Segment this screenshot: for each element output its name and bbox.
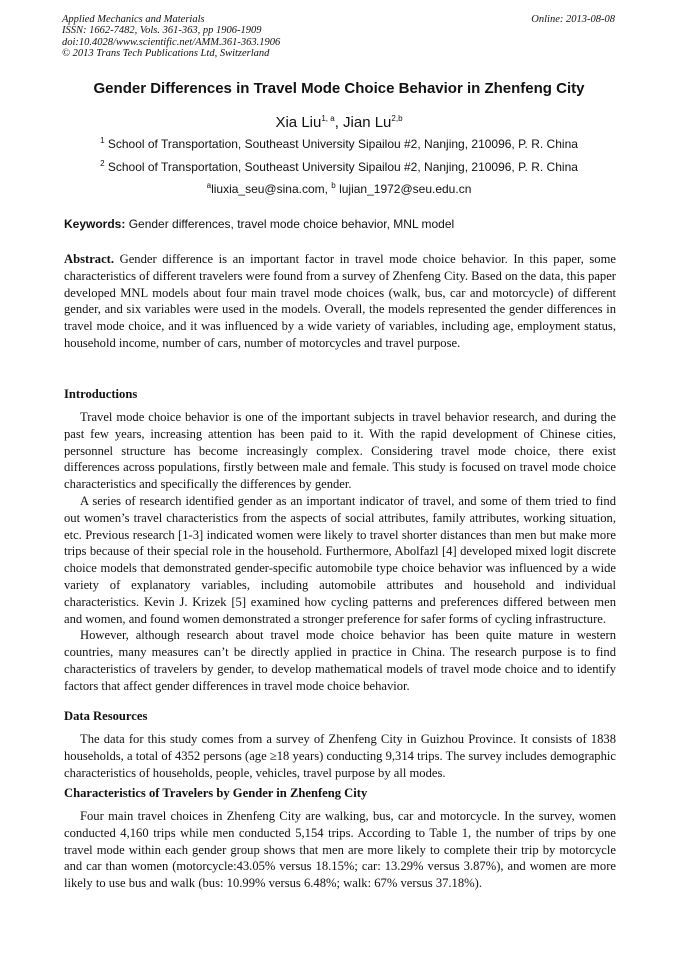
section-heading: Characteristics of Travelers by Gender in Zhenfeng City <box>64 786 368 800</box>
section-characteristics <box>64 785 616 892</box>
section-introductions <box>64 386 616 695</box>
affiliation-2 <box>40 160 638 175</box>
copyright-line: © 2013 Trans Tech Publications Ltd, Switzerland <box>62 47 270 59</box>
abstract-label: Abstract. <box>64 252 115 266</box>
keywords-text: Gender differences, travel mode choice behavior, MNL model <box>125 217 455 231</box>
doi-line: doi:10.4028/www.scientific.net/AMM.361-363.1906 <box>62 36 281 48</box>
email-link[interactable]: liuxia_seu@sina.com, <box>211 182 332 196</box>
author-name: Jian Lu <box>343 114 392 131</box>
paragraph: However, although research about travel mode choice behavior has been quite mature in western countries, many measures can’t be directly applied in practice in China. The research purpose is to find characteristics of travelers by gender, to develop mathematical models of travel mode choice and to identify factors that affect gender differences in travel mode choice behavior. <box>64 628 616 693</box>
paragraph: A series of research identified gender as an important indicator of travel, and some of them tried to find out women’s travel characteristics from the aspects of social attributes, family attributes, working situation, etc. Previous research [1-3] indicated women were likely to travel shorter distances than men but make more trips because of their special role in the household. Furthermore, Abolfazl [4] developed mixed logit discrete choice models that demonstrated gender-specific automobile type choice behavior was influenced by a wide variety of explanatory variables, including automobile attributes and household and individual characteristics. Kevin J. Krizek [5] examined how cycling patterns and preferences differed between men and women, and found women demonstrated a stronger preference for safer forms of cycling infrastructure. <box>64 493 616 626</box>
paper-title: Gender Differences in Travel Mode Choice Behavior in Zhenfeng City <box>93 80 585 97</box>
abstract <box>64 251 616 352</box>
affiliation-text: School of Transportation, Southeast University Sipailou #2, Nanjing, 210096, P. R. China <box>104 137 578 151</box>
author-emails <box>40 182 638 197</box>
author-superscript: 1, a <box>321 114 335 123</box>
paragraph: Travel mode choice behavior is one of the important subjects in travel behavior research, and during the past few years, increasing attention has been paid to it. With the rapid development of Chinese cities, personnel structure has become increasingly complex. Considering travel mode choice, there exist differences across populations, firstly between male and female. This study is focused on travel mode choice characteristics and specifically the differences by gender. <box>64 410 616 492</box>
abstract-text: Gender difference is an important factor in travel mode choice behavior. In this paper, some characteristics of different travelers were found from a survey of Zhenfeng City. Based on the data, this paper developed MNL models about four main travel mode choices (walk, bus, car and motorcycle) of different gender, and six variables were used in the models. Overall, the models represented the gender differences in travel mode choice, and it was influenced by a wide variety of variables, including age, employment status, household income, number of cars, number of motorcycles and travel purpose. <box>64 252 616 350</box>
keywords <box>64 217 616 232</box>
affiliation-number: 1 <box>100 136 105 145</box>
email-superscript: b <box>331 181 336 190</box>
section-heading: Data Resources <box>64 709 148 723</box>
journal-name: Applied Mechanics and Materials <box>62 14 205 25</box>
author-separator: , <box>334 114 344 131</box>
affiliation-number: 2 <box>100 159 105 168</box>
online-date: Online: 2013-08-08 <box>531 14 615 25</box>
journal-header <box>62 14 615 59</box>
affiliation-1 <box>40 137 638 152</box>
section-heading: Introductions <box>64 387 138 401</box>
issn-line: ISSN: 1662-7482, Vols. 361-363, pp 1906-1909 <box>62 25 262 37</box>
paragraph: Four main travel choices in Zhenfeng City are walking, bus, car and motorcycle. In the survey, women conducted 4,160 trips while men conducted 5,154 trips. According to Table 1, the number of trips by one travel mode within each gender group shows that men are more likely to complete their trip by motorcycle and car than women (motorcycle:43.05% versus 18.15%; car: 13.29% versus 3.87%), and women are more likely to use bus and walk (bus: 10.99% versus 6.48%; walk: 67% versus 37.18%). <box>64 809 616 891</box>
keywords-label: Keywords: <box>64 217 126 231</box>
author-superscript: 2,b <box>391 114 403 123</box>
email-link[interactable]: lujian_1972@seu.edu.cn <box>335 182 472 196</box>
author-name: Xia Liu <box>275 114 322 131</box>
affiliation-text: School of Transportation, Southeast University Sipailou #2, Nanjing, 210096, P. R. China <box>104 160 578 174</box>
author-list <box>40 114 638 132</box>
paragraph: The data for this study comes from a survey of Zhenfeng City in Guizhou Province. It consists of 1838 households, a total of 4352 persons (age ≥18 years) conducting 9,314 trips. The survey includes demographic characteristics of households, people, vehicles, travel purpose by all modes. <box>64 732 616 780</box>
section-data-resources <box>64 708 616 781</box>
email-superscript: a <box>206 181 212 190</box>
